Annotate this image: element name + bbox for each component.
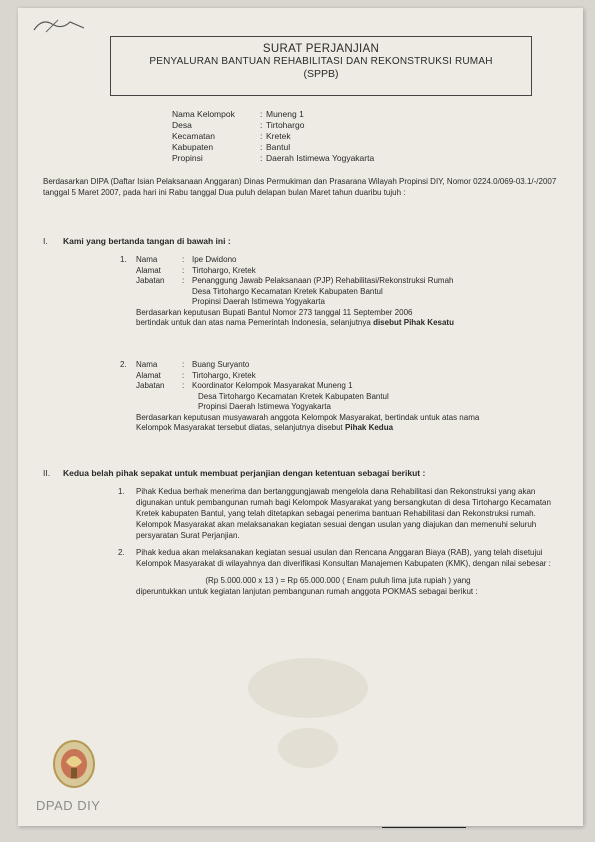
document-subtitle: PENYALURAN BANTUAN REHABILITASI DAN REKONSTRUKSI RUMAH	[149, 56, 493, 67]
watermark-text: DPAD DIY	[36, 798, 101, 813]
intro-paragraph: Berdasarkan DIPA (Daftar Isian Pelaksanaan Anggaran) Dinas Permukiman dan Prasarana Wilayah Propinsi DIY, Nomor 0224.0/069-03.1/-/2007 tanggal 5 Maret 2007, pada hari ini Rabu tanggal Dua puluh delapan bulan Maret tahun duaribu tujuh :	[43, 177, 557, 197]
party-1: 1. Nama : Ipe Dwidono Alamat : Tirtohargo, Kretek Jabatan : Penanggung Jawab Pelaksanaan (PJP) Rehabilitasi/Rekonstruksi Rumah Desa Tirtohargo Kecamatan Kretek Kabupaten Bantul Propinsi Daerah Istimewa Yogyakarta Berdasarkan keputusan Bupati Bantul Nomor 273 tanggal 11 September 2006 bertindak untuk dan atas nama Pemerintah Indonesia, selanjutnya disebut Pihak Kesatu	[120, 255, 454, 327]
list-item: 1. Pihak Kedua berhak menerima dan bertanggungjawab mengelola dana Rehabilitasi dan Rekonstruksi yang akan digunakan untuk pembangunan rumah bagi Kelompok Masyarakat yang bersangkutan di desa Tirtohargo Kecamatan Kretek kabupaten Bantul, yang telah ditetapkan sebagai penerima bantuan Rehabilitasi dan Rekonstruksi rumah. Kelompok Masyarakat akan melaksanakan kegiatan sesuai dengan usulan yang diajukan dan memenuhi seluruh persyaratan Surat Perjanjian.	[118, 487, 551, 540]
amount-line: (Rp 5.000.000 x 13 ) = Rp 65.000.000 ( Enam puluh lima juta rupiah ) yang	[205, 576, 471, 585]
agreement-list	[118, 486, 558, 597]
identity-row: Nama Kelompok : Muneng 1	[172, 109, 304, 119]
list-item: 2. Pihak kedua akan melaksanakan kegiatan sesuai usulan dan Rencana Anggaran Biaya (RAB), yang telah disetujui Kelompok Masyarakat di wilayahnya dan diverifikasi Konsultan Manajemen Kabupaten (KMK), dengan nilai sebesar :	[118, 548, 551, 568]
emblem-icon	[50, 738, 98, 790]
paper-stain	[278, 728, 338, 768]
paper-stain	[248, 658, 368, 718]
identity-row: Propinsi : Daerah Istimewa Yogyakarta	[172, 153, 375, 163]
identity-row: Kecamatan : Kretek	[172, 131, 291, 141]
section-1-heading: I. Kami yang bertanda tangan di bawah ini :	[43, 236, 231, 246]
document-page	[18, 8, 583, 826]
bottom-rule	[382, 827, 466, 828]
title-box	[110, 36, 532, 96]
party-2: 2. Nama : Buang Suryanto Alamat : Tirtohargo, Kretek Jabatan : Koordinator Kelompok Masyarakat Muneng 1 Desa Tirtohargo Kecamatan Kretek Kabupaten Bantul Propinsi Daerah Istimewa Yogyakarta Berdasarkan keputusan musyawarah anggota Kelompok Masyarakat, bertindak untuk atas nama Kelompok Masyarakat tersebut diatas, selanjutnya disebut Pihak Kedua	[120, 360, 480, 432]
purpose-line: diperuntukkan untuk kegiatan lanjutan pembangunan rumah anggota POKMAS sebagai berikut :	[136, 587, 478, 596]
document-title: SURAT PERJANJIAN	[262, 43, 380, 55]
section-2-heading: II. Kedua belah pihak sepakat untuk membuat perjanjian dengan ketentuan sebagai berikut :	[43, 468, 426, 478]
document-code: (SPPB)	[303, 68, 339, 80]
identity-row: Desa : Tirtohargo	[172, 120, 305, 130]
group-identity	[172, 109, 374, 164]
identity-row: Kabupaten : Bantul	[172, 142, 291, 152]
pen-scribble	[32, 14, 92, 36]
